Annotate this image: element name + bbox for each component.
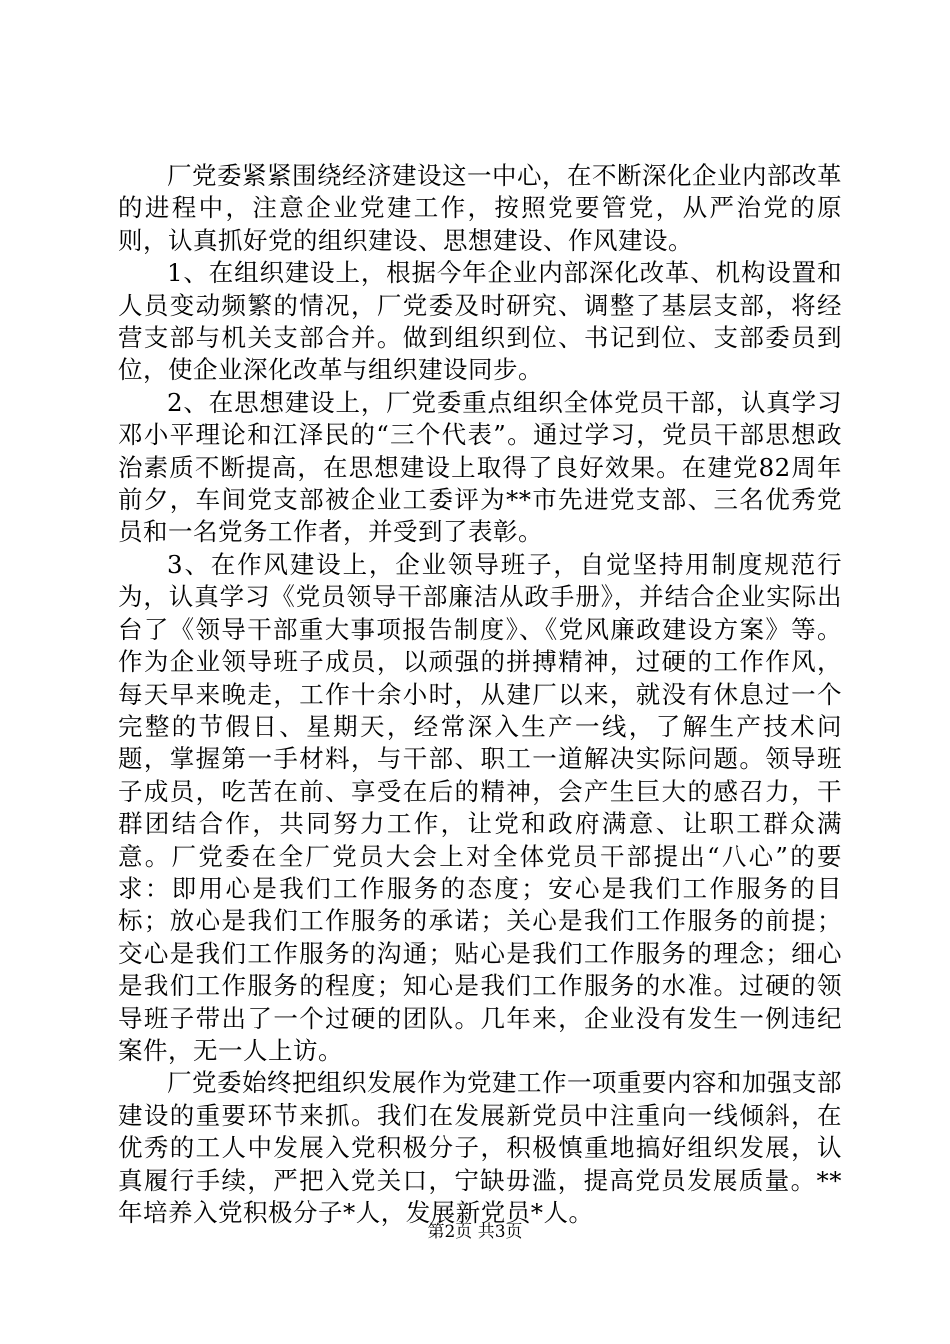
paragraph-work-style: 3、在作风建设上，企业领导班子，自觉坚持用制度规范行为，认真学习《党员领导干部廉洁从政手册》，并结合企业实际出台了《领导干部重大事项报告制度》、《党风廉政建设方案》等。作为企业领导班子成员，以顽强的拼搏精神，过硬的工作作风，每天早来晚走，工作十余小时，从建厂以来，就没有休息过一个完整的节假日、星期天，经常深入生产一线，了解生产技术问题，掌握第一手材料，与干部、职工一道解决实际问题。领导班子成员，吃苦在前、享受在后的精神，会产生巨大的感召力，干群团结合作，共同努力工作，让党和政府满意、让职工群众满意。厂党委在全厂党员大会上对全体党员干部提出“八心”的要求：即用心是我们工作服务的态度；安心是我们工作服务的目标；放心是我们工作服务的承诺；关心是我们工作服务的前提；交心是我们工作服务的沟通；贴心是我们工作服务的理念；细心是我们工作服务的程度；知心是我们工作服务的水准。过硬的领导班子带出了一个过硬的团队。几年来，企业没有发生一例违纪案件，无一人上访。 [118,549,842,1065]
paragraph-ideology: 2、在思想建设上，厂党委重点组织全体党员干部，认真学习邓小平理论和江泽民的“三个代表”。通过学习，党员干部思想政治素质不断提高，在思想建设上取得了良好效果。在建党82周年前夕，车间党支部被企业工委评为**市先进党支部、三名优秀党员和一名党务工作者，并受到了表彰。 [118,387,842,547]
paragraph-organization: 1、在组织建设上，根据今年企业内部深化改革、机构设置和人员变动频繁的情况，厂党委及时研究、调整了基层支部，将经营支部与机关支部合并。做到组织到位、书记到位、支部委员到位，使企业深化改革与组织建设同步。 [118,258,842,385]
document-body [118,160,842,1229]
paragraph-development: 厂党委始终把组织发展作为党建工作一项重要内容和加强支部建设的重要环节来抓。我们在发展新党员中注重向一线倾斜，在优秀的工人中发展入党积极分子，积极慎重地搞好组织发展，认真履行手续，严把入党关口，宁缺毋滥，提高党员发展质量。**年培养入党积极分子*人，发展新党员*人。 [118,1068,842,1227]
paragraph-intro: 厂党委紧紧围绕经济建设这一中心，在不断深化企业内部改革的进程中，注意企业党建工作，按照党要管党，从严治党的原则，认真抓好党的组织建设、思想建设、作风建设。 [118,161,842,255]
page-footer: 第2页 共3页 [427,1222,523,1242]
